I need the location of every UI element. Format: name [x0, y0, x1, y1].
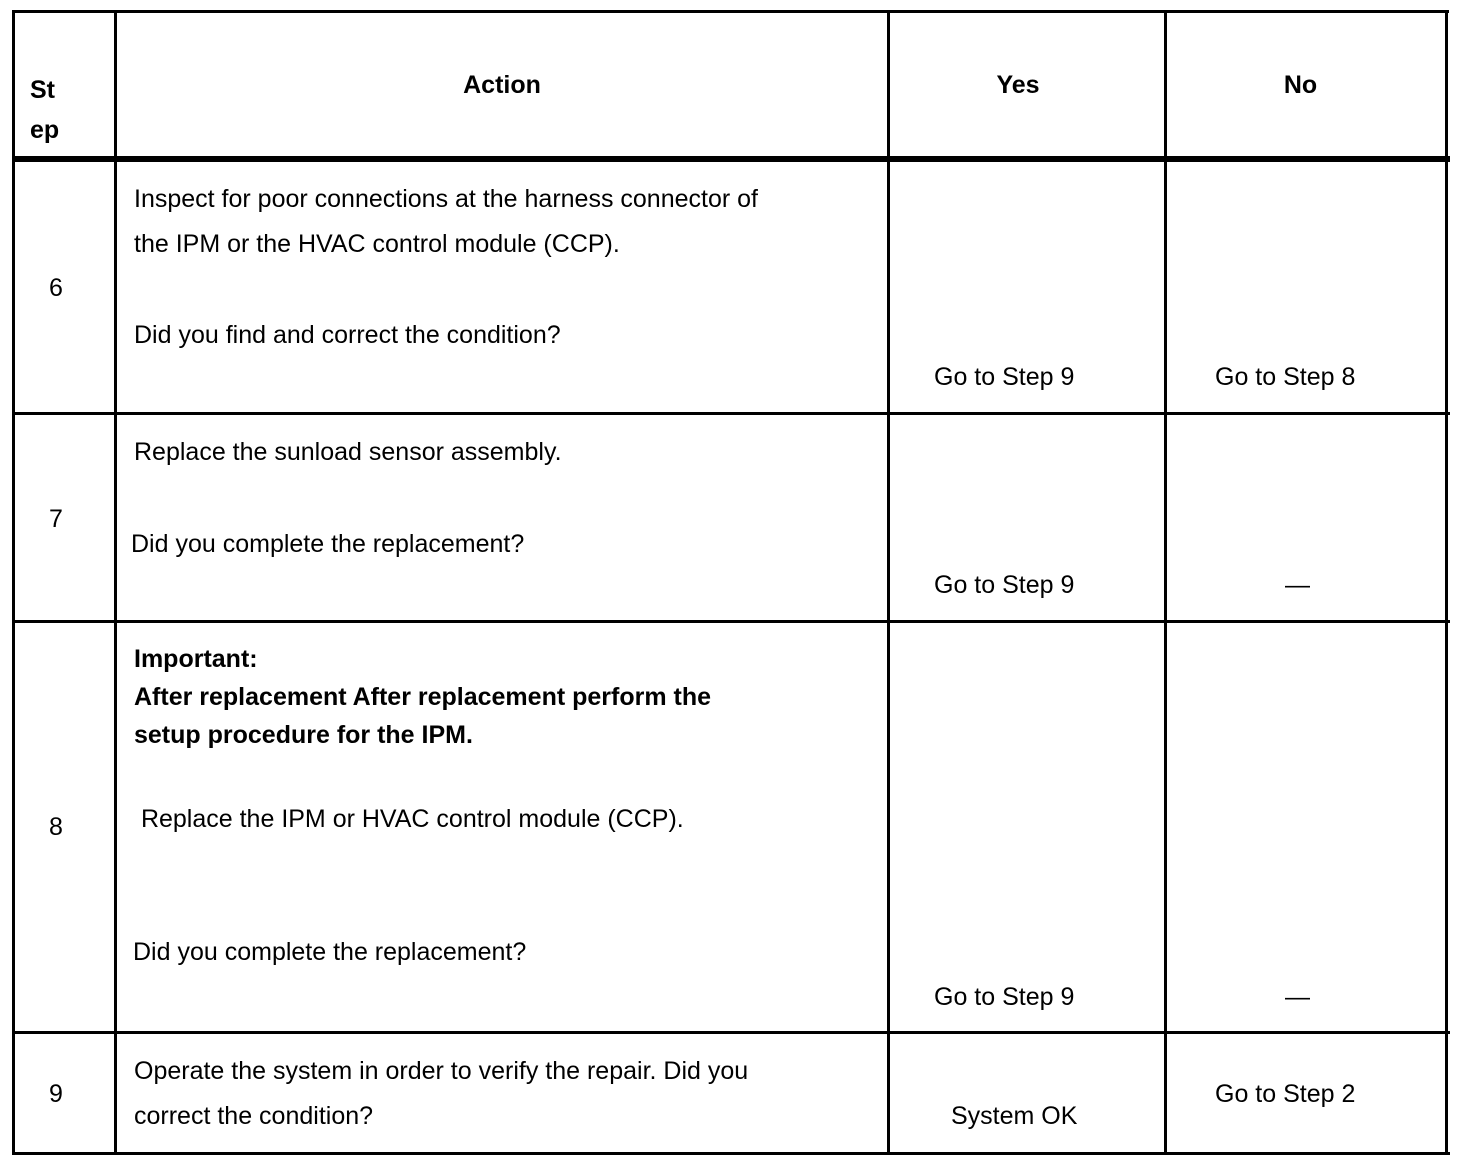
row-6-question: Did you find and correct the condition? [134, 321, 561, 349]
row-7-yes: Go to Step 9 [934, 571, 1075, 599]
table-border-left [12, 10, 15, 1155]
row-8-action-line1: Replace the IPM or HVAC control module (CCP). [134, 805, 684, 833]
row-8-question: Did you complete the replacement? [133, 938, 527, 966]
table-border-right [1445, 10, 1448, 1155]
row-7-step: 7 [49, 505, 63, 533]
row-9-no: Go to Step 2 [1215, 1080, 1356, 1108]
row-6-action-line2: the IPM or the HVAC control module (CCP). [134, 230, 620, 258]
row-6-yes: Go to Step 9 [934, 363, 1075, 391]
table-border-bottom [12, 1152, 1450, 1155]
row-9-action-line1: Operate the system in order to verify the repair. Did you [134, 1057, 749, 1085]
header-no: No [1283, 71, 1318, 99]
row-8-important-line1: After replacement After replacement perform the [134, 683, 712, 711]
row-divider-7-8 [12, 620, 1450, 623]
col-divider-yes-no [1164, 10, 1167, 1155]
header-action: Action [463, 71, 541, 99]
row-9-yes: System OK [951, 1102, 1078, 1130]
col-divider-step-action [114, 10, 117, 1155]
row-8-important-line2: setup procedure for the IPM. [134, 721, 473, 749]
row-8-step: 8 [49, 813, 63, 841]
row-7-action-line1: Replace the sunload sensor assembly. [134, 438, 562, 466]
row-9-step: 9 [49, 1080, 63, 1108]
header-step-line1: St [30, 76, 55, 104]
row-6-action-line1: Inspect for poor connections at the harness connector of [134, 185, 758, 213]
row-divider-6-7 [12, 412, 1450, 415]
row-7-question: Did you complete the replacement? [131, 530, 525, 558]
row-9-action-line2: correct the condition? [134, 1102, 374, 1130]
row-6-no: Go to Step 8 [1215, 363, 1356, 391]
row-divider-8-9 [12, 1031, 1450, 1034]
header-step-line2: ep [30, 116, 60, 144]
header-step [30, 70, 59, 150]
header-divider [12, 156, 1450, 162]
row-6-step: 6 [49, 274, 63, 302]
table-border-top [12, 10, 1449, 13]
col-divider-action-yes [887, 10, 890, 1155]
row-8-no: — [1285, 983, 1310, 1011]
row-8-important-label: Important: [134, 645, 258, 673]
header-yes: Yes [996, 71, 1040, 99]
row-7-no: — [1285, 571, 1310, 599]
row-8-yes: Go to Step 9 [934, 983, 1075, 1011]
